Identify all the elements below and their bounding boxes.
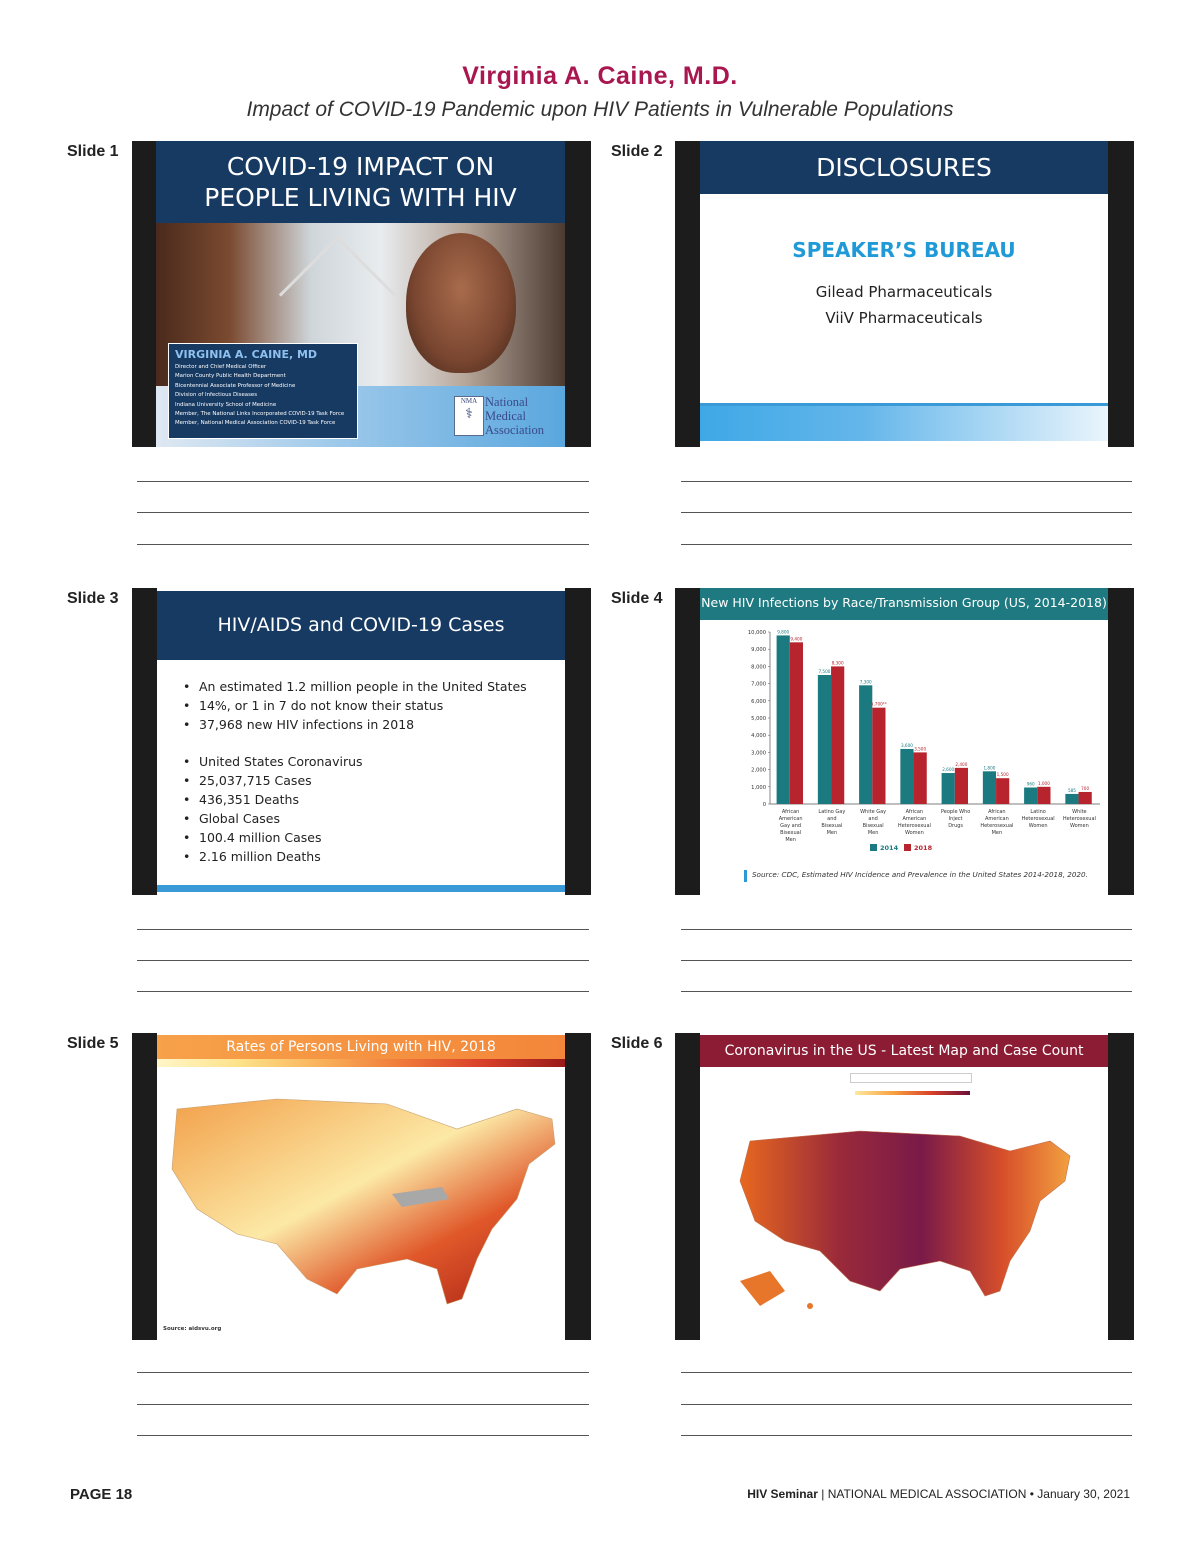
- chart-title: New HIV Infections by Race/Transmission Group (US, 2014-2018): [701, 595, 1107, 610]
- slide-label: Slide 4: [611, 590, 663, 607]
- note-line: [681, 1404, 1132, 1405]
- data-label: 3,500: [914, 746, 927, 752]
- presenter-role: Division of Infectious Diseases: [175, 392, 258, 399]
- x-tick-label: Inject: [948, 816, 963, 822]
- slide-2-body: [700, 141, 1108, 447]
- y-tick-label: 3,000: [751, 750, 766, 757]
- note-line: [137, 1435, 589, 1436]
- bar-2014: [900, 749, 913, 804]
- slide-3: [132, 588, 591, 895]
- x-tick-label: People Who: [940, 809, 971, 815]
- x-tick-label: White Gay: [860, 809, 887, 815]
- note-line: [137, 929, 589, 930]
- note-line: [681, 481, 1132, 482]
- note-line: [681, 991, 1132, 992]
- x-tick-label: Heterosexual: [980, 823, 1014, 829]
- presenter-role: Marion County Public Health Department: [175, 373, 286, 380]
- note-line: [137, 1372, 589, 1373]
- data-label: 7,300: [859, 679, 872, 685]
- bar-2018: [1037, 787, 1050, 804]
- presentation-title: Impact of COVID-19 Pandemic upon HIV Patients in Vulnerable Populations: [246, 98, 954, 121]
- speakers-bureau-heading: SPEAKER’S BUREAU: [792, 238, 1016, 262]
- map-source: Source: aidsvu.org: [163, 1326, 222, 1332]
- slide-1-title-line1: COVID-19 IMPACT ON: [226, 152, 495, 181]
- nma-logo-abbr: NMA: [460, 397, 478, 405]
- face-shape: [406, 233, 516, 373]
- shield-strap: [279, 236, 396, 353]
- bar-2018: [790, 642, 803, 804]
- x-tick-label: Latino: [1030, 809, 1046, 815]
- us-hiv-rate-map: [157, 1069, 565, 1329]
- x-tick-label: Heterosexual: [1021, 816, 1055, 822]
- slide-3-title-bar: [157, 591, 565, 660]
- note-line: [681, 1435, 1132, 1436]
- list-item: • An estimated 1.2 million people in the United States: [183, 677, 563, 696]
- bar-2018: [872, 708, 885, 804]
- list-item: • Global Cases: [183, 809, 563, 828]
- data-label: 1,500: [996, 772, 1009, 778]
- y-tick-label: 6,000: [751, 698, 766, 705]
- map-us-shape: [172, 1099, 555, 1304]
- data-label: 5,700**: [870, 701, 887, 707]
- slide-2: [675, 141, 1134, 447]
- data-label: 9,400: [790, 636, 803, 642]
- map-legend-scale: [855, 1091, 970, 1095]
- note-line: [137, 512, 589, 513]
- x-tick-label: Gay and: [780, 823, 802, 829]
- note-line: [137, 1404, 589, 1405]
- presenter-role: Director and Chief Medical Officer: [175, 364, 267, 370]
- map-tab-strip: [850, 1073, 972, 1083]
- bar-2014: [1065, 794, 1078, 804]
- x-tick-label: Drugs: [948, 823, 964, 829]
- y-tick-label: 10,000: [747, 630, 766, 636]
- note-line: [681, 929, 1132, 930]
- data-label: 1,800: [983, 765, 996, 771]
- slide-label: Slide 3: [67, 590, 119, 607]
- nma-logo-text: [485, 395, 544, 437]
- slide-label: Slide 6: [611, 1035, 663, 1052]
- slide-3-footer-band: [157, 885, 565, 892]
- list-item: • United States Coronavirus: [183, 752, 563, 771]
- data-label: 960: [1026, 781, 1035, 787]
- x-tick-label: Women: [904, 830, 924, 836]
- presenter-role: Member, The National Links Incorporated COVID-19 Task Force: [175, 411, 345, 418]
- hiv-infections-bar-chart: [700, 624, 1108, 874]
- x-tick-label: Women: [1069, 823, 1089, 829]
- x-tick-label: Heterosexual: [897, 823, 931, 829]
- slide-6: [675, 1033, 1134, 1340]
- disclosure-item: ViiV Pharmaceuticals: [825, 309, 983, 327]
- list-item: • 436,351 Deaths: [183, 790, 563, 809]
- x-tick-label: African: [905, 809, 924, 815]
- y-tick-label: 4,000: [751, 733, 766, 740]
- data-label: 7,500: [818, 669, 831, 674]
- bar-2014: [777, 635, 790, 804]
- list-item: • 37,968 new HIV infections in 2018: [183, 715, 563, 734]
- slide-label: Slide 5: [67, 1035, 119, 1052]
- slide-2-title-bar: [700, 141, 1108, 194]
- slide-1-title-bar: [156, 141, 565, 223]
- map-alaska-shape: [740, 1271, 785, 1306]
- slide-label: Slide 2: [611, 143, 663, 160]
- slide-5-title-bar: [157, 1035, 565, 1059]
- x-tick-label: Men: [867, 830, 879, 836]
- note-line: [137, 960, 589, 961]
- data-label: 1,000: [1037, 780, 1050, 786]
- bar-2018: [996, 778, 1009, 804]
- hiv-stats-list: [183, 677, 563, 734]
- author-name: Virginia A. Caine, M.D.: [462, 62, 738, 90]
- footer-credit: HIV Seminar | NATIONAL MEDICAL ASSOCIATION • January 30, 2021: [747, 1487, 1130, 1501]
- slide-6-title-bar: [700, 1035, 1108, 1067]
- y-tick-label: 2,000: [751, 767, 766, 774]
- legend-label: 2014: [880, 844, 899, 852]
- data-label: 8,300: [831, 660, 844, 666]
- data-label: 700: [1081, 785, 1090, 791]
- data-label: 3,600: [900, 742, 913, 748]
- bar-2014: [983, 771, 996, 804]
- legend-label: 2018: [914, 844, 933, 852]
- x-tick-label: Latino Gay: [818, 809, 846, 815]
- legend-swatch: [870, 844, 877, 851]
- slide-4-title-bar: [700, 588, 1108, 620]
- note-line: [137, 991, 589, 992]
- legend-swatch: [904, 844, 911, 851]
- slide-2-footer-band: [700, 406, 1108, 441]
- x-tick-label: Women: [1028, 823, 1048, 829]
- slide-3-body: [157, 588, 565, 895]
- bar-2014: [942, 773, 955, 804]
- presenter-role: Indiana University School of Medicine: [175, 401, 277, 408]
- source-accent: [744, 870, 747, 882]
- bar-2018: [955, 768, 968, 804]
- us-covid-case-map: [700, 1111, 1108, 1336]
- list-item: • 14%, or 1 in 7 do not know their status: [183, 696, 563, 715]
- bar-2014: [818, 675, 831, 804]
- slide-5: [132, 1033, 591, 1340]
- covid-stats-list: [183, 752, 563, 866]
- slide-label: Slide 1: [67, 143, 119, 160]
- slide-4-body: [700, 588, 1108, 895]
- data-label: 585: [1067, 787, 1076, 793]
- slide-5-title: Rates of Persons Living with HIV, 2018: [226, 1039, 496, 1055]
- slide-1: [132, 141, 591, 447]
- x-tick-label: Bisexual: [862, 823, 884, 829]
- map-legend-scale: [157, 1059, 565, 1067]
- x-tick-label: American: [778, 816, 803, 822]
- bar-2014: [1024, 787, 1037, 804]
- x-tick-label: Men: [785, 837, 796, 843]
- y-tick-label: 0: [762, 802, 766, 808]
- slide-6-body: [700, 1033, 1108, 1340]
- x-tick-label: American: [984, 816, 1009, 822]
- page-number: PAGE 18: [70, 1486, 133, 1503]
- y-tick-label: 1,000: [751, 784, 766, 791]
- nma-logo-line: Association: [485, 423, 545, 437]
- list-item: • 100.4 million Cases: [183, 828, 563, 847]
- note-line: [681, 512, 1132, 513]
- note-line: [137, 544, 589, 545]
- data-label: 2,600: [942, 767, 955, 773]
- x-tick-label: and: [868, 816, 878, 822]
- nma-logo-icon: [454, 396, 484, 436]
- x-tick-label: Bisexual: [780, 830, 802, 836]
- caduceus-icon: ⚕: [465, 405, 473, 421]
- note-line: [681, 1372, 1132, 1373]
- note-line: [681, 960, 1132, 961]
- nma-logo-line: National: [485, 395, 529, 409]
- slide-2-title: DISCLOSURES: [816, 153, 992, 182]
- presenter-box: [168, 343, 358, 439]
- y-tick-label: 8,000: [751, 664, 766, 671]
- presenter-role: Bicentennial Associate Professor of Medicine: [175, 382, 296, 389]
- list-item: • 2.16 million Deaths: [183, 847, 563, 866]
- x-tick-label: White: [1072, 809, 1087, 815]
- chart-source: Source: CDC, Estimated HIV Incidence and Prevalence in the United States 2014-2018, 2020.: [752, 870, 1088, 879]
- x-tick-label: African: [988, 809, 1006, 815]
- y-tick-label: 5,000: [751, 716, 766, 722]
- note-line: [681, 544, 1132, 545]
- presenter-role: Member, National Medical Association COVID-19 Task Force: [175, 420, 336, 427]
- slide-1-title-line2: PEOPLE LIVING WITH HIV: [204, 183, 517, 212]
- x-tick-label: and: [827, 816, 837, 822]
- slide-4: [675, 588, 1134, 895]
- presenter-name: VIRGINIA A. CAINE, MD: [175, 348, 318, 361]
- disclosure-item: Gilead Pharmaceuticals: [815, 283, 993, 301]
- bar-2018: [1079, 792, 1092, 804]
- y-tick-label: 9,000: [751, 647, 766, 654]
- x-tick-label: American: [902, 816, 927, 822]
- bar-2018: [831, 666, 844, 804]
- list-item: • 25,037,715 Cases: [183, 771, 563, 790]
- map-us-shape: [740, 1131, 1070, 1296]
- nma-logo-line: Medical: [485, 409, 526, 423]
- slide-5-body: [157, 1033, 565, 1340]
- data-label: 2,400: [955, 761, 968, 767]
- note-line: [137, 481, 589, 482]
- slide-3-title: HIV/AIDS and COVID-19 Cases: [217, 614, 505, 636]
- x-tick-label: Men: [826, 830, 838, 836]
- data-label: 9,800: [777, 629, 790, 635]
- x-tick-label: Heterosexual: [1062, 816, 1096, 822]
- x-tick-label: Bisexual: [821, 823, 843, 829]
- map-hawaii-shape: [807, 1303, 813, 1309]
- y-tick-label: 7,000: [751, 681, 766, 688]
- x-tick-label: Men: [991, 830, 1003, 836]
- slide-6-title: Coronavirus in the US - Latest Map and Case Count: [724, 1043, 1084, 1059]
- x-tick-label: African: [781, 809, 800, 815]
- bar-2018: [914, 752, 927, 804]
